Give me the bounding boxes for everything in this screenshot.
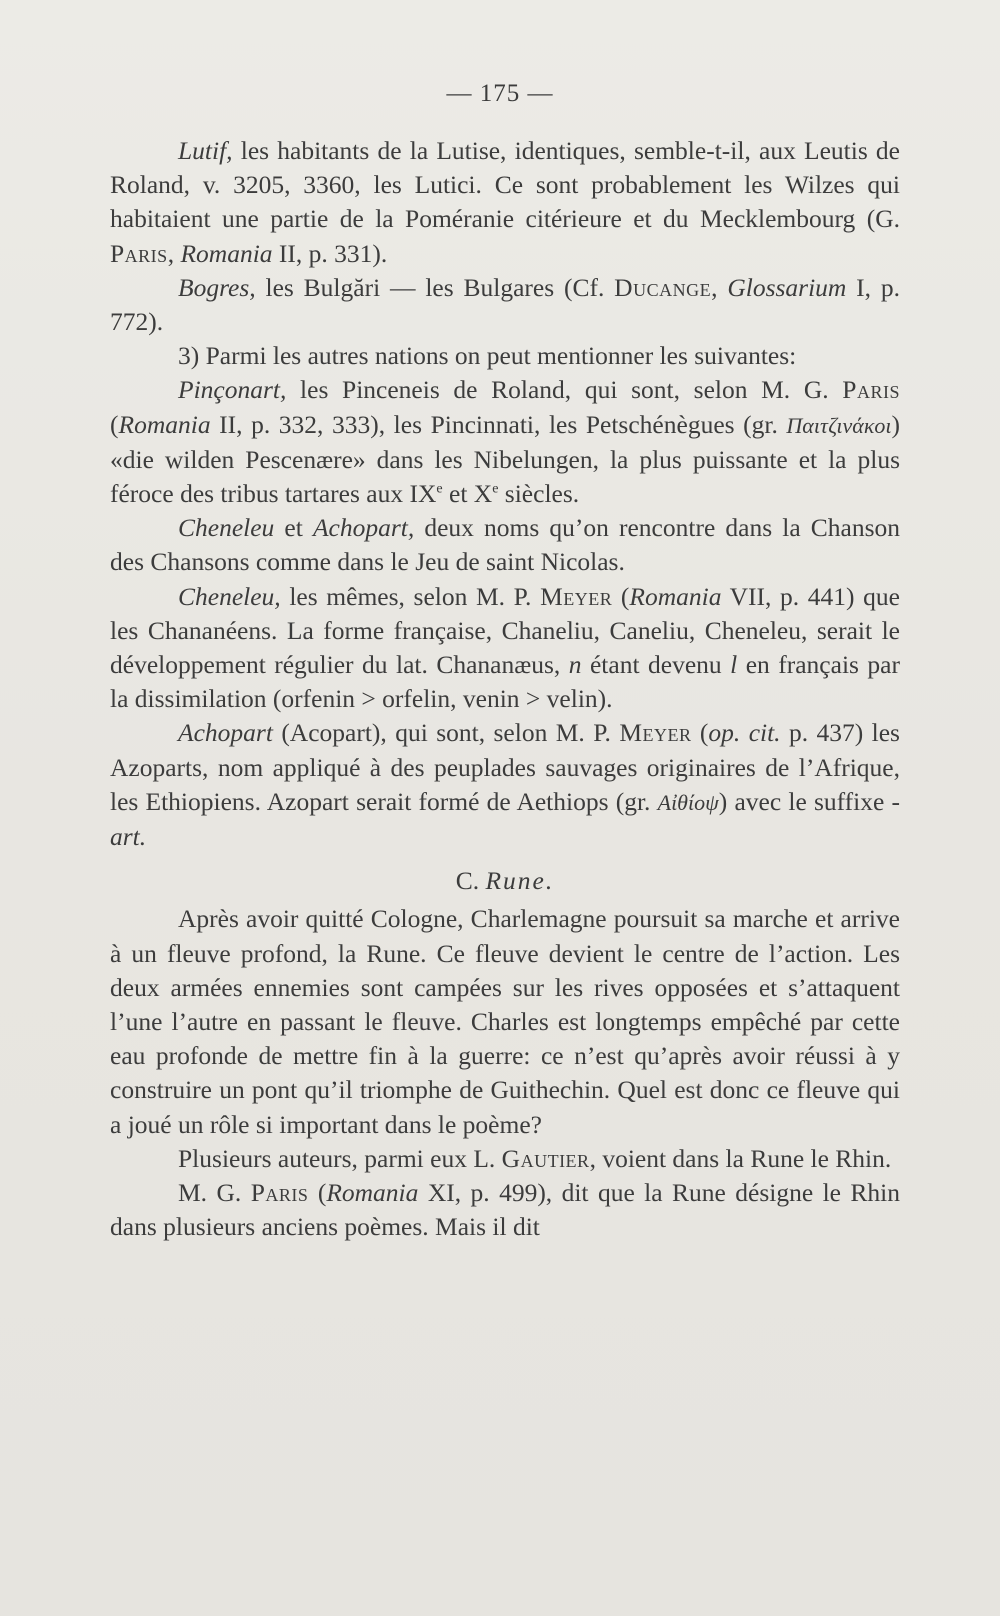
paragraph-text: étant devenu bbox=[581, 650, 731, 680]
work-title: Romania bbox=[326, 1178, 419, 1208]
paragraph-text: p. 437) les Azoparts, nom appliqué à des peuplades sauvages originaires de l’Afrique, les Ethiopiens. Azopart serait formé de Aethiops (gr. bbox=[110, 718, 900, 816]
paragraph-text: et bbox=[274, 513, 313, 543]
paragraph-text: , voient dans la Rune le Rhin. bbox=[589, 1143, 892, 1173]
term: Lutif, bbox=[178, 136, 233, 165]
citation: II, p. 331). bbox=[272, 238, 388, 268]
term: Cheneleu bbox=[178, 513, 275, 543]
section-heading bbox=[110, 864, 900, 898]
paragraph-pinconart bbox=[110, 373, 900, 511]
paragraph-gautier bbox=[110, 1142, 900, 1176]
paragraph-lutif bbox=[110, 134, 900, 271]
term: Achopart, bbox=[312, 513, 415, 543]
term: Pinçonart, bbox=[178, 375, 287, 405]
page-body bbox=[110, 134, 900, 1245]
separator: ( bbox=[691, 718, 709, 748]
greek-word: Παιτζινάκοι bbox=[786, 412, 892, 438]
paragraph-text: siècles. bbox=[498, 479, 580, 509]
term: Bogres, bbox=[178, 272, 256, 302]
paragraph-bogres bbox=[110, 271, 900, 339]
paragraph-text: deux noms qu’on rencontre dans la Chanson des Chansons comme dans le Jeu de saint Nicolas. bbox=[110, 513, 900, 577]
paragraph-text: II, p. 332, 333), les Pincinnati, les Petschénègues (gr. bbox=[210, 409, 787, 439]
term: Cheneleu, bbox=[178, 581, 281, 611]
paragraph-text: les Pinceneis de Roland, qui sont, selon M. G. bbox=[286, 375, 843, 405]
work-title: Romania bbox=[180, 238, 273, 268]
work-title: Romania bbox=[629, 581, 722, 611]
paragraph-other-nations: 3) Parmi les autres nations on peut mentionner les suivantes: bbox=[178, 341, 797, 371]
paragraph-text: les Bulgări — les Bulgares (Cf. bbox=[255, 272, 615, 302]
section-letter: C. bbox=[455, 866, 486, 896]
paragraph-text: les mêmes, selon M. P. bbox=[280, 581, 541, 611]
separator: , bbox=[711, 272, 728, 302]
paragraph-achopart bbox=[110, 716, 900, 854]
paragraph-text: XI, p. 499), dit que la Rune désigne le Rhin dans plusieurs anciens poèmes. Mais il dit bbox=[110, 1178, 900, 1242]
separator: ( bbox=[308, 1178, 327, 1208]
citation: I, p. 772). bbox=[110, 272, 901, 337]
author-name: Paris bbox=[250, 1178, 309, 1208]
suffix: -art. bbox=[110, 786, 901, 852]
separator: ( bbox=[110, 409, 119, 439]
letter: l bbox=[730, 650, 738, 680]
paragraph-cheneleu-achopart bbox=[110, 511, 900, 579]
paragraph-text: les habitants de la Lutise, identiques, semble-t-il, aux Leutis de Roland, v. 3205, 3360, les Lutici. Ce sont probablement les Wilzes qui habitaient une partie de la Poméranie citérieure et du Mecklembourg (G. bbox=[110, 136, 900, 234]
author-name: Gautier bbox=[501, 1143, 590, 1173]
work-title: op. cit. bbox=[708, 718, 781, 748]
author-name: Paris bbox=[842, 375, 900, 405]
paragraph-text: Plusieurs auteurs, parmi eux L. bbox=[178, 1143, 502, 1173]
greek-word: Αἰθίοψ bbox=[657, 789, 719, 815]
section-title: Rune. bbox=[485, 866, 555, 896]
paragraph-text: ) «die wilden Pescenære» dans les Nibelungen, la plus puissante et la plus féroce des tribus tartares aux IX bbox=[110, 409, 900, 509]
author-name: Paris bbox=[110, 238, 168, 268]
paragraph-text: (Acopart), qui sont, selon M. P. bbox=[272, 718, 620, 748]
superscript: e bbox=[436, 481, 443, 497]
paragraph-text: VII, p. 441) que les Chananéens. La forme française, Chaneliu, Caneliu, Cheneleu, serait le développement régulier du lat. Chananæus, bbox=[110, 581, 901, 680]
author-name: Ducange bbox=[614, 272, 712, 302]
work-title: Romania bbox=[118, 409, 211, 439]
author-name: Meyer bbox=[619, 718, 692, 748]
author-name: Meyer bbox=[540, 581, 613, 611]
superscript: e bbox=[492, 481, 499, 497]
page-number: — 175 — bbox=[446, 80, 554, 107]
paragraph-paris bbox=[110, 1176, 900, 1244]
separator: ( bbox=[612, 581, 630, 611]
paragraph-text: ) avec le suffixe bbox=[718, 786, 892, 816]
separator: , bbox=[167, 238, 181, 268]
paragraph-text: M. G. bbox=[178, 1178, 251, 1208]
paragraph-cheneleu bbox=[110, 580, 900, 717]
paragraph-text: et X bbox=[442, 479, 493, 509]
work-title: Glossarium bbox=[727, 272, 847, 302]
letter: n bbox=[568, 650, 582, 680]
paragraph-rune: Après avoir quitté Cologne, Charlemagne poursuit sa marche et arrive à un fleuve profond, la Rune. Ce fleuve devient le centre de l’action. Les deux armées ennemies sont campées sur les rives opposées et s’attaquent l’une l’autre en passant le fleuve. Charles est longtemps empêché par cette eau profonde de mettre fin à la guerre: ce n’est qu’après avoir réussi à y construire un pont qu’il triomphe de Guithechin. Quel est donc ce fleuve qui a joué un rôle si important dans le poème? bbox=[110, 904, 900, 1139]
paragraph-text: en français par la dissimilation (orfenin > orfelin, venin > velin). bbox=[110, 650, 900, 714]
term: Achopart bbox=[178, 718, 273, 748]
